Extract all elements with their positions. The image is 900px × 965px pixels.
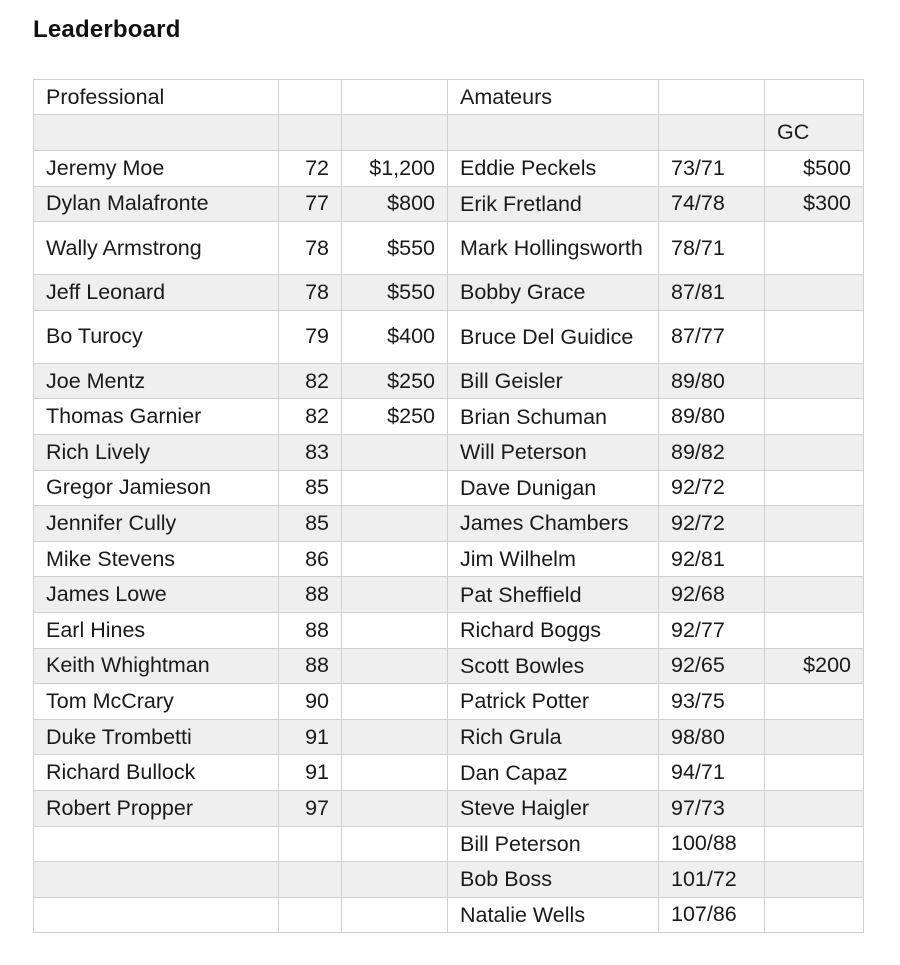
amateur-score: 101/72 bbox=[659, 862, 765, 898]
amateur-name: Eddie Peckels bbox=[448, 151, 659, 187]
pro-score: 79 bbox=[279, 310, 342, 363]
pro-prize bbox=[342, 684, 448, 720]
subheader-cell bbox=[659, 115, 765, 151]
amateur-name: Patrick Potter bbox=[448, 684, 659, 720]
leaderboard-row bbox=[34, 506, 864, 542]
gc-prize bbox=[765, 577, 864, 613]
pro-prize: $550 bbox=[342, 222, 448, 275]
pro-name: Jennifer Cully bbox=[34, 506, 279, 542]
gc-prize bbox=[765, 399, 864, 435]
pro-name: Duke Trombetti bbox=[34, 719, 279, 755]
amateur-score: 100/88 bbox=[659, 826, 765, 862]
amateur-name: Bobby Grace bbox=[448, 275, 659, 311]
pro-name: Mike Stevens bbox=[34, 541, 279, 577]
leaderboard-row bbox=[34, 862, 864, 898]
amateur-name: Pat Sheffield bbox=[448, 577, 659, 613]
amateur-name: Dave Dunigan bbox=[448, 470, 659, 506]
amateur-score: 78/71 bbox=[659, 222, 765, 275]
pro-score: 78 bbox=[279, 222, 342, 275]
pro-name: Robert Propper bbox=[34, 790, 279, 826]
pro-prize bbox=[342, 541, 448, 577]
pro-name bbox=[34, 897, 279, 933]
pro-name: James Lowe bbox=[34, 577, 279, 613]
gc-prize bbox=[765, 541, 864, 577]
pro-score: 72 bbox=[279, 151, 342, 187]
pro-prize bbox=[342, 826, 448, 862]
amateur-score: 94/71 bbox=[659, 755, 765, 791]
amateur-score: 98/80 bbox=[659, 719, 765, 755]
leaderboard-row bbox=[34, 186, 864, 222]
pro-score: 88 bbox=[279, 648, 342, 684]
subheader-cell bbox=[34, 115, 279, 151]
pro-score: 88 bbox=[279, 612, 342, 648]
pro-prize bbox=[342, 755, 448, 791]
leaderboard-row bbox=[34, 790, 864, 826]
pro-prize: $400 bbox=[342, 310, 448, 363]
pro-score: 86 bbox=[279, 541, 342, 577]
pro-name: Tom McCrary bbox=[34, 684, 279, 720]
header-cell bbox=[765, 80, 864, 115]
pro-prize: $250 bbox=[342, 399, 448, 435]
pro-prize bbox=[342, 790, 448, 826]
header-cell bbox=[342, 80, 448, 115]
professional-header: Professional bbox=[34, 80, 279, 115]
amateur-score: 97/73 bbox=[659, 790, 765, 826]
pro-score: 82 bbox=[279, 363, 342, 399]
pro-name: Dylan Malafronte bbox=[34, 186, 279, 222]
gc-header: GC bbox=[765, 115, 864, 151]
gc-prize: $500 bbox=[765, 151, 864, 187]
pro-score: 91 bbox=[279, 719, 342, 755]
pro-prize bbox=[342, 612, 448, 648]
amateur-name: Natalie Wells bbox=[448, 897, 659, 933]
gc-prize bbox=[765, 310, 864, 363]
pro-prize bbox=[342, 862, 448, 898]
amateur-score: 89/80 bbox=[659, 399, 765, 435]
pro-score: 90 bbox=[279, 684, 342, 720]
pro-prize bbox=[342, 719, 448, 755]
amateur-name: Bob Boss bbox=[448, 862, 659, 898]
header-cell bbox=[279, 80, 342, 115]
pro-name: Richard Bullock bbox=[34, 755, 279, 791]
pro-prize bbox=[342, 434, 448, 470]
amateur-name: Bill Peterson bbox=[448, 826, 659, 862]
subheader-row bbox=[34, 115, 864, 151]
pro-prize bbox=[342, 577, 448, 613]
amateur-name: Jim Wilhelm bbox=[448, 541, 659, 577]
pro-prize: $250 bbox=[342, 363, 448, 399]
pro-name: Jeff Leonard bbox=[34, 275, 279, 311]
amateur-name: Brian Schuman bbox=[448, 399, 659, 435]
pro-score: 91 bbox=[279, 755, 342, 791]
leaderboard-row bbox=[34, 275, 864, 311]
leaderboard-row bbox=[34, 470, 864, 506]
leaderboard-row bbox=[34, 755, 864, 791]
amateur-name: Steve Haigler bbox=[448, 790, 659, 826]
gc-prize bbox=[765, 506, 864, 542]
gc-prize bbox=[765, 434, 864, 470]
gc-prize bbox=[765, 684, 864, 720]
gc-prize bbox=[765, 222, 864, 275]
gc-prize bbox=[765, 275, 864, 311]
amateur-name: James Chambers bbox=[448, 506, 659, 542]
amateur-name: Erik Fretland bbox=[448, 186, 659, 222]
amateur-score: 73/71 bbox=[659, 151, 765, 187]
amateur-name: Bill Geisler bbox=[448, 363, 659, 399]
pro-name: Gregor Jamieson bbox=[34, 470, 279, 506]
leaderboard-row bbox=[34, 363, 864, 399]
pro-score: 82 bbox=[279, 399, 342, 435]
gc-prize: $200 bbox=[765, 648, 864, 684]
pro-prize bbox=[342, 648, 448, 684]
leaderboard-row bbox=[34, 399, 864, 435]
pro-score: 77 bbox=[279, 186, 342, 222]
subheader-cell bbox=[279, 115, 342, 151]
pro-name: Joe Mentz bbox=[34, 363, 279, 399]
pro-name: Wally Armstrong bbox=[34, 222, 279, 275]
amateur-name: Bruce Del Guidice bbox=[448, 310, 659, 363]
pro-name: Thomas Garnier bbox=[34, 399, 279, 435]
gc-prize bbox=[765, 862, 864, 898]
pro-prize bbox=[342, 506, 448, 542]
amateur-score: 87/77 bbox=[659, 310, 765, 363]
leaderboard-row bbox=[34, 310, 864, 363]
amateur-score: 107/86 bbox=[659, 897, 765, 933]
pro-name: Earl Hines bbox=[34, 612, 279, 648]
amateur-name: Will Peterson bbox=[448, 434, 659, 470]
pro-score: 83 bbox=[279, 434, 342, 470]
leaderboard-row bbox=[34, 151, 864, 187]
amateur-name: Dan Capaz bbox=[448, 755, 659, 791]
pro-name: Rich Lively bbox=[34, 434, 279, 470]
amateur-score: 89/82 bbox=[659, 434, 765, 470]
subheader-cell bbox=[448, 115, 659, 151]
gc-prize bbox=[765, 719, 864, 755]
amateur-name: Mark Hollingsworth bbox=[448, 222, 659, 275]
pro-score: 97 bbox=[279, 790, 342, 826]
leaderboard-row bbox=[34, 222, 864, 275]
pro-score: 85 bbox=[279, 506, 342, 542]
pro-score bbox=[279, 862, 342, 898]
pro-prize: $1,200 bbox=[342, 151, 448, 187]
gc-prize bbox=[765, 470, 864, 506]
pro-name: Jeremy Moe bbox=[34, 151, 279, 187]
pro-prize: $800 bbox=[342, 186, 448, 222]
leaderboard-row bbox=[34, 541, 864, 577]
leaderboard-body bbox=[34, 80, 864, 933]
pro-score: 78 bbox=[279, 275, 342, 311]
pro-name bbox=[34, 826, 279, 862]
leaderboard-row bbox=[34, 648, 864, 684]
gc-prize: $300 bbox=[765, 186, 864, 222]
page-title: Leaderboard bbox=[33, 16, 181, 43]
leaderboard-row bbox=[34, 897, 864, 933]
pro-score: 85 bbox=[279, 470, 342, 506]
pro-name: Keith Whightman bbox=[34, 648, 279, 684]
amateur-score: 87/81 bbox=[659, 275, 765, 311]
pro-score bbox=[279, 897, 342, 933]
pro-name bbox=[34, 862, 279, 898]
amateur-score: 92/72 bbox=[659, 470, 765, 506]
leaderboard-row bbox=[34, 577, 864, 613]
amateur-score: 92/77 bbox=[659, 612, 765, 648]
pro-prize bbox=[342, 470, 448, 506]
gc-prize bbox=[765, 897, 864, 933]
gc-prize bbox=[765, 790, 864, 826]
amateur-score: 74/78 bbox=[659, 186, 765, 222]
leaderboard-row bbox=[34, 719, 864, 755]
pro-prize: $550 bbox=[342, 275, 448, 311]
leaderboard-row bbox=[34, 826, 864, 862]
pro-prize bbox=[342, 897, 448, 933]
amateur-score: 89/80 bbox=[659, 363, 765, 399]
leaderboard-row bbox=[34, 684, 864, 720]
amateurs-header: Amateurs bbox=[448, 80, 659, 115]
pro-score bbox=[279, 826, 342, 862]
header-row bbox=[34, 80, 864, 115]
amateur-score: 93/75 bbox=[659, 684, 765, 720]
subheader-cell bbox=[342, 115, 448, 151]
leaderboard-row bbox=[34, 434, 864, 470]
leaderboard-row bbox=[34, 612, 864, 648]
amateur-score: 92/81 bbox=[659, 541, 765, 577]
header-cell bbox=[659, 80, 765, 115]
gc-prize bbox=[765, 612, 864, 648]
gc-prize bbox=[765, 755, 864, 791]
amateur-score: 92/68 bbox=[659, 577, 765, 613]
amateur-name: Richard Boggs bbox=[448, 612, 659, 648]
pro-name: Bo Turocy bbox=[34, 310, 279, 363]
pro-score: 88 bbox=[279, 577, 342, 613]
amateur-score: 92/65 bbox=[659, 648, 765, 684]
gc-prize bbox=[765, 826, 864, 862]
amateur-score: 92/72 bbox=[659, 506, 765, 542]
gc-prize bbox=[765, 363, 864, 399]
leaderboard-table bbox=[33, 79, 864, 933]
amateur-name: Scott Bowles bbox=[448, 648, 659, 684]
amateur-name: Rich Grula bbox=[448, 719, 659, 755]
